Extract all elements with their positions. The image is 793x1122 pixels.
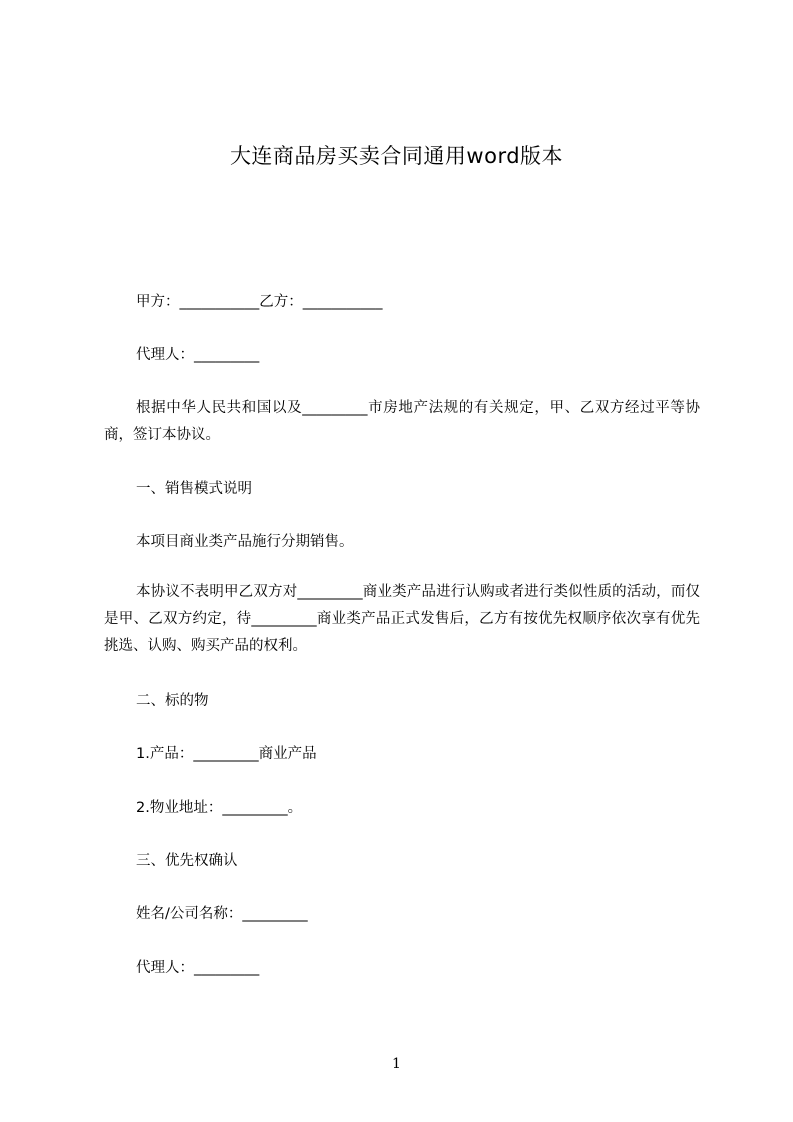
page-number: 1 [392, 1056, 401, 1072]
section-heading-priority-confirmation: 三、优先权确认 [136, 853, 238, 869]
name-company-line: 姓名/公司名称：_________ [136, 906, 308, 922]
sales-mode-paragraph: 本项目商业类产品施行分期销售。 [136, 534, 354, 550]
document-title: 大连商品房买卖合同通用word版本 [229, 144, 564, 168]
property-address-item: 2.物业地址：_________。 [136, 800, 303, 816]
parties-line: 甲方：___________乙方：___________ [136, 294, 383, 310]
intro-paragraph: 根据中华人民共和国以及_________市房地产法规的有关规定，甲、乙双方经过平等协商，签订本协议。 [104, 400, 700, 443]
section-heading-subject-matter: 二、标的物 [136, 693, 209, 709]
agent-line-2: 代理人：_________ [136, 960, 260, 976]
section-heading-sales-mode: 一、销售模式说明 [136, 481, 252, 497]
product-item: 1.产品：_________商业产品 [136, 746, 317, 762]
priority-rights-paragraph: 本协议不表明甲乙双方对_________商业类产品进行认购或者进行类似性质的活动，而仅是甲、乙双方约定，待_________商业类产品正式发售后，乙方有按优先权顺序依次享有优先挑选、认购、购买产品的权利。 [104, 584, 700, 654]
agent-line: 代理人：_________ [136, 347, 260, 363]
